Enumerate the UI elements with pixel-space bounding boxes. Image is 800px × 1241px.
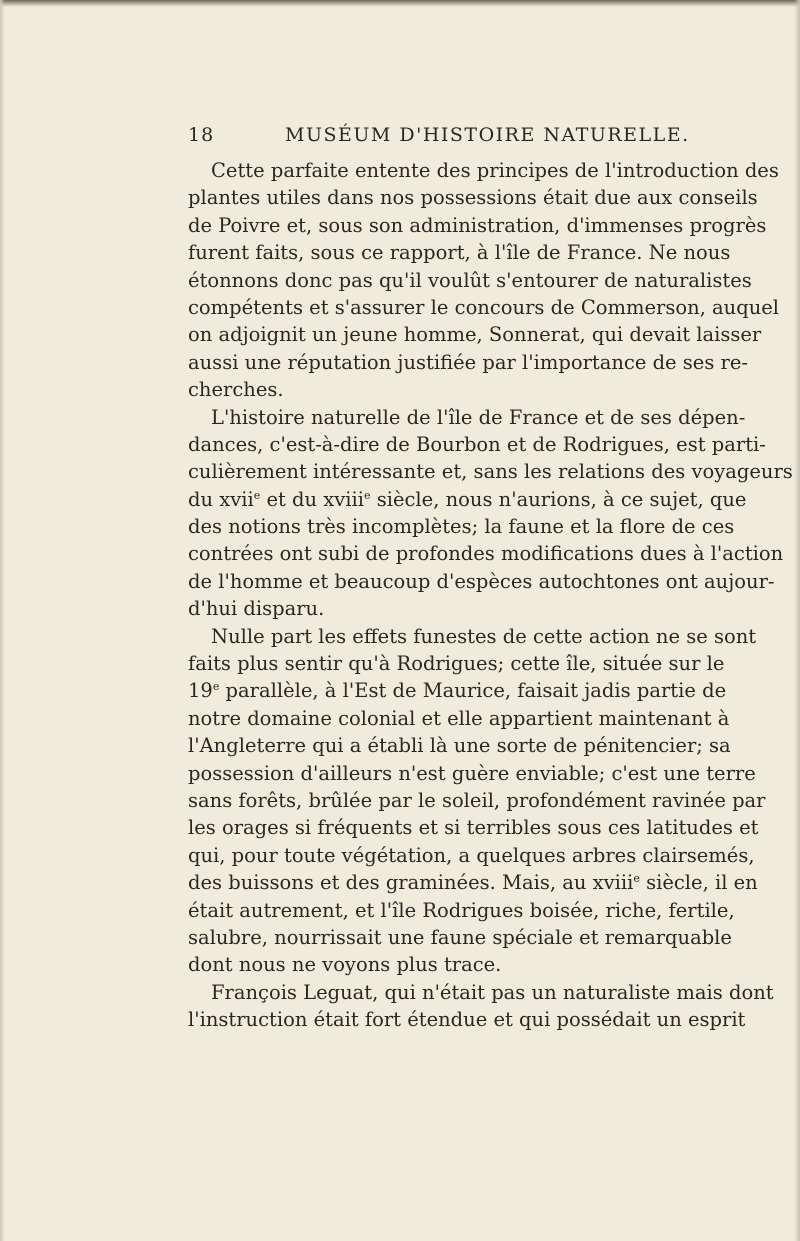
text-line: contrées ont subi de profondes modifications dues à l'action (188, 542, 784, 566)
text-line: était autrement, et l'île Rodrigues boisée, riche, fertile, (188, 898, 735, 922)
page-header (188, 124, 716, 150)
text-line: Cette parfaite entente des principes de l'introduction des (211, 159, 779, 182)
text-line: l'Angleterre qui a établi là une sorte de pénitencier; sa (188, 734, 731, 758)
scan-left-edge (0, 0, 5, 1241)
running-head: MUSÉUM D'HISTOIRE NATURELLE. (285, 124, 690, 146)
text-line: qui, pour toute végétation, a quelques arbres clairsemés, (188, 843, 755, 867)
text-line: faits plus sentir qu'à Rodrigues; cette île, située sur le (188, 652, 725, 676)
text-line: de l'homme et beaucoup d'espèces autochtones ont aujour- (188, 569, 775, 593)
text-line: possession d'ailleurs n'est guère enviable; c'est une terre (188, 761, 756, 785)
text-line: d'hui disparu. (188, 597, 325, 621)
text-line: des notions très incomplètes; la faune et la flore de ces (188, 515, 735, 539)
text-line: de Poivre et, sous son administration, d'immenses progrès (188, 213, 767, 237)
text-line: dont nous ne voyons plus trace. (188, 953, 502, 977)
text-line: 19e parallèle, à l'Est de Maurice, faisait jadis partie de (188, 679, 727, 703)
page-number: 18 (188, 124, 215, 146)
text-line: Nulle part les effets funestes de cette action ne se sont (211, 624, 757, 648)
text-line: salubre, nourrissait une faune spéciale et remarquable (188, 925, 732, 949)
text-line: du xvii$^e$ et du xviii$^e$ siècle, nous n'aurions, à ce sujet, que (188, 487, 747, 511)
text-line: les orages si fréquents et si terribles sous ces latitudes et (188, 816, 759, 840)
text-line: furent faits, sous ce rapport, à l'île de France. Ne nous (188, 241, 731, 265)
text-line: sans forêts, brûlée par le soleil, profondément ravinée par (188, 788, 766, 812)
text-line: plantes utiles dans nos possessions était due aux conseils (188, 186, 758, 210)
text-line: culièrement intéressante et, sans les relations des voyageurs (188, 460, 793, 484)
scan-right-edge (794, 0, 800, 1241)
text-line: dances, c'est-à-dire de Bourbon et de Rodrigues, est parti- (188, 432, 766, 456)
text-line: étonnons donc pas qu'il voulût s'entourer de naturalistes (188, 268, 752, 292)
text-line: François Leguat, qui n'était pas un naturaliste mais dont (211, 980, 774, 1004)
scan-top-edge (0, 0, 800, 7)
text-line: cherches. (188, 378, 284, 402)
body-text (188, 157, 793, 1034)
text-line: on adjoignit un jeune homme, Sonnerat, qui devait laisser (188, 323, 762, 347)
text-line: l'instruction était fort étendue et qui possédait un esprit (188, 1008, 746, 1032)
text-line: des buissons et des graminées. Mais, au xviii$^e$ siècle, il en (188, 871, 758, 895)
text-line: L'histoire naturelle de l'île de France et de ses dépen- (211, 405, 746, 429)
text-line: notre domaine colonial et elle appartient maintenant à (188, 706, 730, 730)
text-line: compétents et s'assurer le concours de Commerson, auquel (188, 295, 780, 319)
text-line: aussi une réputation justifiée par l'importance de ses re- (188, 350, 748, 374)
